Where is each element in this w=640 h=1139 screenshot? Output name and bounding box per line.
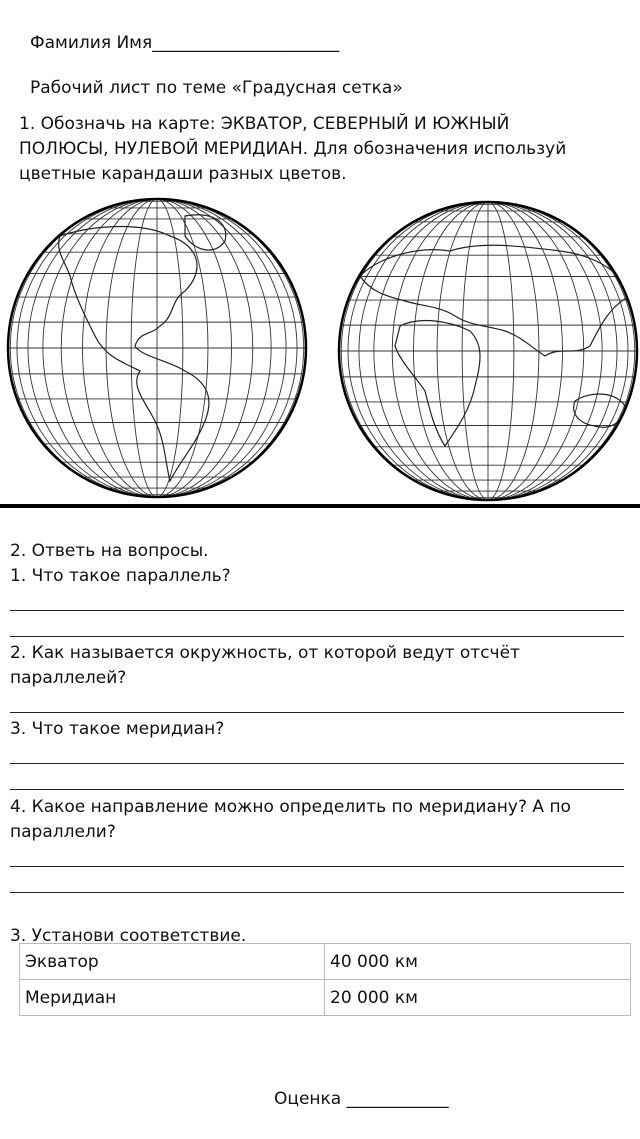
answer-line[interactable] [10,636,624,637]
eurasia-outline [360,245,630,356]
question-3: 3. Что такое меридиан? [10,719,225,739]
americas-outline [59,227,209,481]
grade-field: Оценка ____________ [274,1089,449,1109]
greenland-outline [185,215,226,250]
worksheet-title: Рабочий лист по теме «Градусная сетка» [30,78,403,98]
answer-line[interactable] [10,789,624,790]
table-cell-value[interactable]: 40 000 км [325,944,631,980]
question-4-line2: параллели? [10,822,116,842]
answer-line[interactable] [10,712,624,713]
table-cell-value[interactable]: 20 000 км [325,980,631,1016]
task1-line1: 1. Обозначь на карте: ЭКВАТОР, СЕВЕРНЫЙ И ЮЖНЫЙ [19,114,510,134]
task1-line3: цветные карандаши разных цветов. [19,164,347,184]
australia-outline [574,394,625,427]
question-1: 1. Что такое параллель? [10,566,231,586]
task3-heading: 3. Установи соответствие. [10,926,247,946]
question-2-line2: параллелей? [10,668,127,688]
task1-line2: ПОЛЮСЫ, НУЛЕВОЙ МЕРИДИАН. Для обозначения используй [19,139,567,159]
section-divider [0,504,640,508]
task2-heading: 2. Ответь на вопросы. [10,541,209,561]
name-field: Фамилия Имя______________________ [30,33,340,53]
western-hemisphere-globe [8,199,306,497]
table-row [20,980,631,1016]
matching-table [19,943,631,1016]
table-cell-term[interactable]: Меридиан [20,980,325,1016]
table-row [20,944,631,980]
answer-line[interactable] [10,892,624,893]
answer-line[interactable] [10,763,624,764]
table-cell-term[interactable]: Экватор [20,944,325,980]
hemispheres-map [0,196,640,502]
answer-line[interactable] [10,866,624,867]
answer-line[interactable] [10,610,624,611]
eastern-hemisphere-globe [339,202,637,500]
question-4-line1: 4. Какое направление можно определить по меридиану? А по [10,797,571,817]
question-2-line1: 2. Как называется окружность, от которой ведут отсчёт [10,643,520,663]
